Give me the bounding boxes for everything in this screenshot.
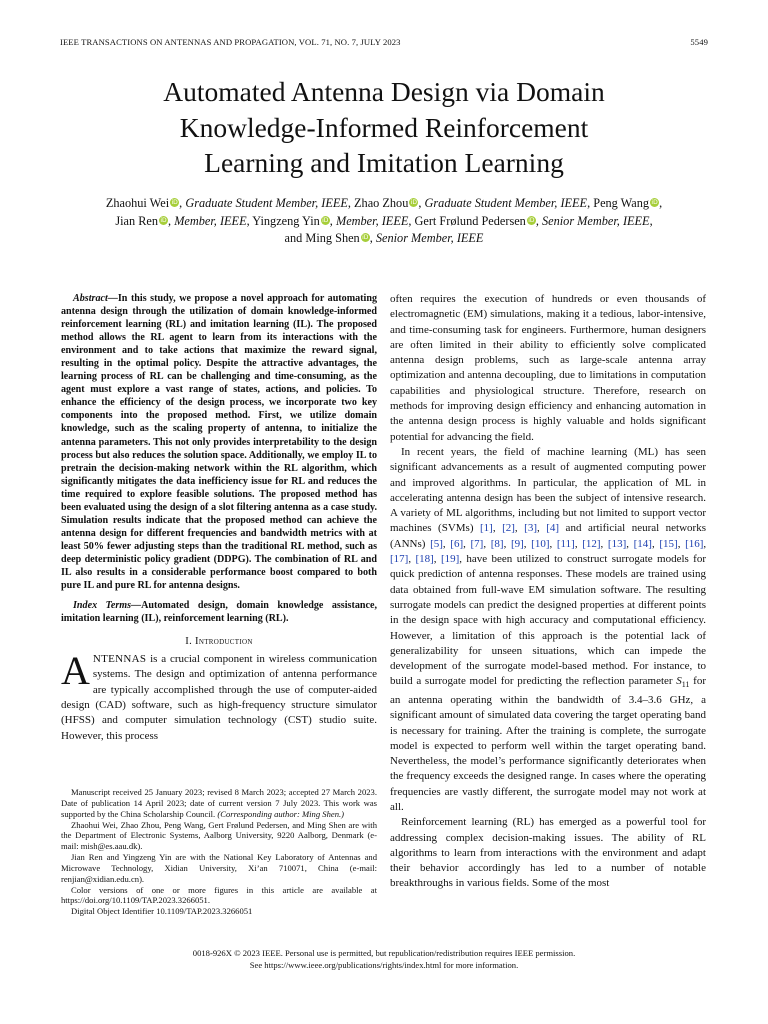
author-name: Zhao Zhou — [354, 196, 409, 210]
citation-link[interactable]: [2] — [502, 522, 515, 535]
footnote: Zhaohui Wei, Zhao Zhou, Peng Wang, Gert Frølund Pedersen, and Ming Shen are with the Department of Electronic Systems, Aalborg University, 9220 Aalborg, Denmark (e-mail: mish@es.aau.dk). — [61, 819, 377, 852]
section-number: I. — [185, 636, 193, 648]
author-list — [0, 195, 768, 248]
author-membership: Graduate Student Member, IEEE — [424, 196, 588, 210]
author-line: and Ming Shen iD, Senior Member, IEEE — [284, 231, 484, 245]
author-name: Ming Shen — [305, 231, 360, 245]
author-name: Yingzeng Yin — [252, 213, 320, 228]
s11-symbol: S — [676, 675, 682, 688]
paper-title — [0, 74, 768, 181]
intro-text: is a crucial component in wireless communication systems. The design and optimization of antenna performance are typically accomplished through the use of computer-aided design (CAD) software, such as high-frequency structure simulator (HFSS) and computer simulation technology (CST) studio suite. However, this process — [61, 653, 377, 742]
citation-link[interactable]: [9] — [510, 537, 524, 550]
author-membership: Member, IEEE — [174, 213, 247, 228]
footnote: Digital Object Identifier 10.1109/TAP.2023.3266051 — [71, 906, 253, 917]
orcid-icon[interactable]: iD — [160, 216, 167, 224]
author-membership: Senior Member, IEEE — [542, 213, 650, 228]
author-name: Peng Wang — [593, 196, 650, 210]
left-column — [61, 292, 377, 744]
abstract-text: In this study, we propose a novel approach for automating antenna design through the utilization of domain knowledge-informed reinforcement learning (RL) and imitation learning (IL). The proposed method allows the RL agent to learn from its interactions with the environment and to take actions that maximize the reward signal, resulting in the optimal policy. Despite the attractive advantages, the learning process of RL can be challenging and time-consuming, as the agent must explore a vast range of states, actions, and policies. To enhance the efficiency of the design process, we incorporate two key components into the proposed method. First, we utilize domain knowledge, such as the scaling property of antenna, to initialize the antenna parameters. This not only provides interpretability to the design process but also reduces the solution space. Additionally, we employ IL to pretrain the decision-making network within the RL algorithm, which significantly mitigates the data inefficiency issue for RL and reduces the time required to explore feasible solutions. The proposed method has been evaluated using the design of a slot filtering antenna as a case study. Simulation results indicate that the proposed method can achieve the antenna design for different frequencies and bandwidth metrics with at least 50% fewer adjusting steps than the traditional RL method, such as deep deterministic policy gradient (DDPG). The combination of RL and IL also results in a considerable performance boost compared to both pure IL and pure RL for antenna designs. — [61, 293, 377, 592]
footnote — [61, 787, 377, 820]
body-text: and artificial neural networks (ANNs) — [390, 522, 707, 550]
citation-link[interactable]: [12] — [582, 537, 601, 550]
title-line: Knowledge-Informed Reinforcement — [179, 111, 589, 143]
right-column — [390, 292, 706, 892]
orcid-icon[interactable]: iD — [410, 199, 417, 206]
drop-cap: A — [61, 648, 90, 694]
citation-link[interactable]: [11] — [556, 537, 575, 550]
footnote[interactable]: Color versions of one or more figures in this article are available at https://doi.org/10.1109/TAP.2023.3266051. — [61, 884, 377, 906]
intro-paragraph — [61, 648, 377, 744]
citation-link[interactable]: [5] — [430, 537, 443, 550]
citation-link[interactable]: [8] — [490, 537, 504, 550]
author-name: Zhaohui Wei — [105, 196, 170, 210]
journal-header: IEEE TRANSACTIONS ON ANTENNAS AND PROPAGATION, VOL. 71, NO. 7, JULY 2023 — [60, 37, 401, 47]
index-terms — [61, 599, 377, 625]
s11-subscript: 11 — [681, 680, 690, 690]
body-paragraph: In recent years, the field of machine learning (ML) has seen significant advancements as a result of augmented computing power and improved algorithms. In particular, the application of ML in accelerating antenna design has been the subject of intensive research. A variety of ML algorithms, including but not limited to support vector machines (SVMs) [1], [2], [3], [4] and artificial neural networks (ANNs) [5], [6], [7], [8], [9], [10], [11], [12], [13], [14], [15], [16], [17], [18], [19], have been utilized to construct surrogate models for quick prediction of antenna responses. These models are trained using data obtained from full-wave EM simulation software. The resulting surrogate models can predict the designed properties at different points in the design space with high accuracy and computational efficiency. However, a limitation of this approach is the potential lack of generalizability for unseen situations, which can impede the development of the surrogate model-based method. For instance, to build a surrogate model for predicting the reflection parameter $S_{11}$ for an antenna operating within the bandwidth of 3.4–3.6 GHz, a significant amount of simulated data covering the target operating band is necessary for training. After the training is complete, the surrogate model is expected to perform well within the target operating band. Nevertheless, the model’s performance significantly deteriorates when the frequency exceeds the designed range. In cases where the operating frequencies are vastly different, the surrogate model may not work at all. — [390, 445, 707, 813]
corresponding-author: (Corresponding author: Ming Shen.) — [217, 808, 345, 819]
author-membership: Graduate Student Member, IEEE — [185, 196, 348, 210]
orcid-icon[interactable]: iD — [171, 199, 178, 206]
body-text: In recent years, the field of machine learning (ML) has seen significant advancements as a result of augmented computing power and improved algorithms. In particular, the application of ML in accelerating antenna design has been the subject of intensive research. A variety of ML algorithms, including but not limited to support vector machines (SVMs) — [390, 445, 706, 535]
copyright-line: 0018-926X © 2023 IEEE. Personal use is permitted, but republication/redistribution requires IEEE permission. — [192, 948, 576, 958]
orcid-icon[interactable]: iD — [362, 234, 369, 241]
citation-link[interactable]: [6] — [450, 537, 464, 550]
abstract — [61, 292, 377, 592]
body-text: have been utilized to construct surrogate models for quick prediction of antenna responses. These models are trained using data obtained from full-wave EM simulation software. The resulting surrogate models can predict the designed properties at different points in the design space with high accuracy and computational efficiency. However, a limitation of this approach is the potential lack of generalizability for unseen situations, which can impede the development of the surrogate model-based method. For instance, to build a surrogate model for predicting the reflection parameter — [390, 553, 707, 688]
citation-link[interactable]: [1] — [480, 522, 493, 535]
body-paragraph: Reinforcement learning (RL) has emerged as a powerful tool for addressing complex decision-making issues. The ability of RL algorithms to learn from interactions with the environment and adapt their behavior accordingly has led to a number of notable breakthroughs in various fields. Some of the most — [390, 816, 706, 890]
title-line: Automated Antenna Design via Domain — [163, 76, 605, 107]
author-name: Gert Frølund Pedersen — [414, 213, 526, 228]
intro-caps: NTENNAS — [92, 653, 147, 666]
title-line: Learning and Imitation Learning — [204, 147, 564, 178]
abstract-label: Abstract— — [73, 293, 118, 304]
citation-link[interactable]: [16] — [685, 537, 704, 550]
author-line: Zhaohui Wei iD, Graduate Student Member, IEEE, Zhao Zhou iD, Graduate Student Member, IEEE, Peng Wang iD, — [105, 196, 663, 210]
citation-link[interactable]: [10] — [531, 537, 550, 550]
footnote: Jian Ren and Yingzeng Yin are with the National Key Laboratory of Antennas and Microwave Technology, Xidian University, Xi’an 710071, China (e-mail: renjian@xidian.edu.cn). — [61, 852, 377, 884]
author-line: Jian Ren iD, Member, IEEE, Yingzeng Yin iD, Member, IEEE, Gert Frølund Pedersen iD, Senior Member, IEEE, — [115, 213, 653, 228]
author-membership: Member, IEEE — [335, 213, 409, 228]
citation-link[interactable]: [19] — [440, 553, 460, 566]
page-number: 5549 — [690, 37, 708, 47]
orcid-icon[interactable]: iD — [322, 216, 329, 224]
footnote-text: Manuscript received 25 January 2023; revised 8 March 2023; accepted 27 March 2023. Date of publication 14 April 2023; date of current version 7 July 2023. This work was supported by the China Scholarship Council. — [61, 787, 377, 819]
author-name: Jian Ren — [115, 213, 159, 228]
section-title: Introduction — [195, 636, 253, 648]
footnotes — [61, 787, 377, 917]
citation-link[interactable]: [18] — [415, 553, 434, 566]
index-terms-text: Automated design, domain knowledge assistance, imitation learning (IL), reinforcement learning (RL). — [61, 600, 377, 625]
citation-link[interactable]: [13] — [607, 537, 627, 550]
orcid-icon[interactable]: iD — [651, 199, 658, 206]
citation-link[interactable]: [15] — [659, 537, 678, 550]
index-terms-label: Index Terms— — [73, 600, 142, 612]
body-paragraph: often requires the execution of hundreds or even thousands of electromagnetic (EM) simulations, making it a tedious, labor-intensive, and time-consuming task for engineers. Furthermore, human designers are often limited in their ability to efficiently solve complicated antenna design problems, such as large-scale antenna array optimization and antenna decoupling, due to limitations in computation capabilities and physiological structure. Therefore, research on methods for improving design efficiency and enhancing automation in the antenna design process is highly valuable and holds significant potential for advancing the field. — [390, 293, 706, 443]
running-header — [60, 37, 708, 51]
citation-link[interactable]: [3] — [524, 522, 537, 535]
author-membership: Senior Member, IEEE — [375, 231, 484, 245]
body-text: for an antenna operating within the bandwidth of 3.4–3.6 GHz, a significant amount of simulated data covering the target operating band is necessary for training. After the training is complete, the surrogate model is expected to perform well within the target operating band. Nevertheless, the model’s performance significantly deteriorates when the frequency exceeds the designed range. In cases where the operating frequencies are vastly different, the surrogate model may not work at all. — [390, 675, 707, 813]
rights-link[interactable]: See https://www.ieee.org/publications/rights/index.html for more information. — [249, 959, 519, 970]
citation-link[interactable]: [4] — [546, 522, 560, 535]
copyright-footer — [0, 948, 768, 971]
orcid-icon[interactable]: iD — [528, 216, 535, 224]
citation-link[interactable]: [14] — [633, 537, 652, 550]
citation-link[interactable]: [7] — [470, 537, 484, 550]
section-heading — [61, 636, 377, 647]
citation-link[interactable]: [17] — [390, 553, 409, 566]
conjunction: and — [284, 231, 303, 245]
